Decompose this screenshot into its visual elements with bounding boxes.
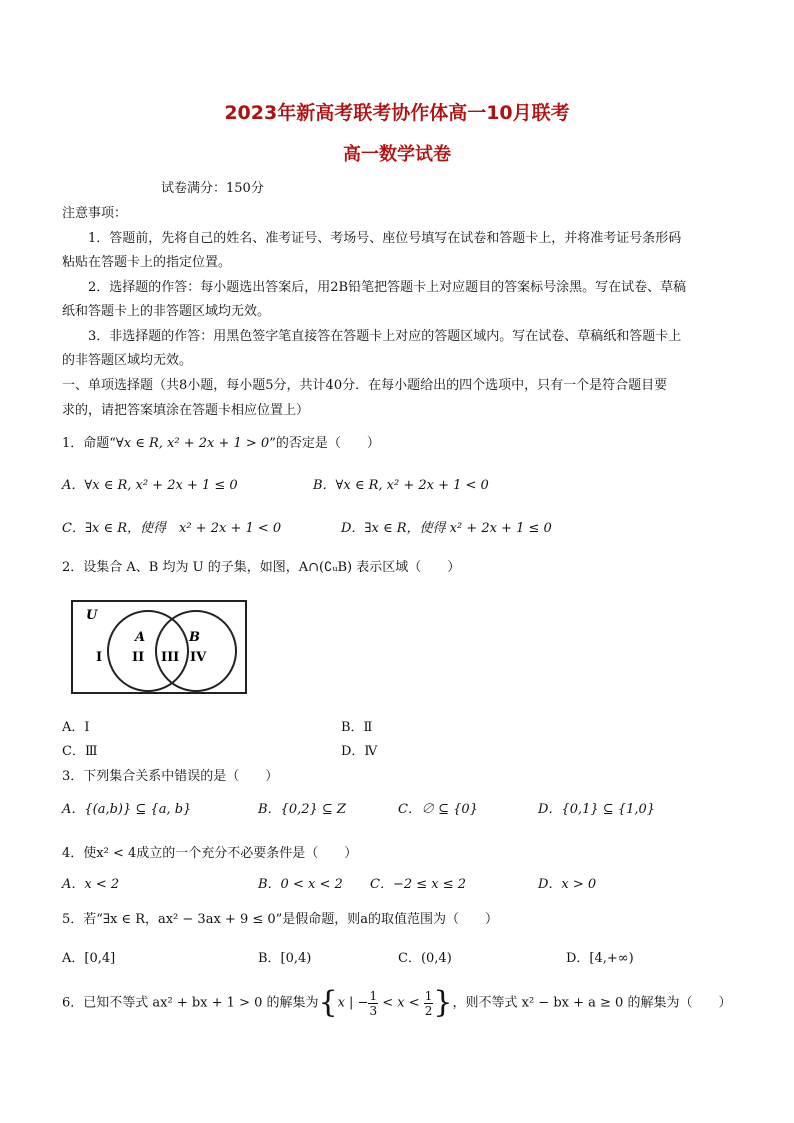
question-1-suffix: ”的否定是（ ） (269, 436, 380, 451)
question-3-option-d: D．{0,1} ⊆ {1,0} (538, 802, 656, 817)
notice-item-3-line-2: 的非答题区域均无效。 (62, 353, 193, 368)
question-4-option-d: D．x > 0 (538, 877, 597, 892)
question-1-math: ∀x ∈ R, x² + 2x + 1 > 0 (115, 436, 270, 451)
label-u: U (86, 608, 98, 623)
section-1-line-1: 一、单项选择题（共8小题，每小题5分，共计40分．在每小题给出的四个选项中，只有一个是符合题目要 (62, 378, 668, 393)
region-3-label: III (161, 650, 180, 665)
question-3-option-b: B．{0,2} ⊆ Z (258, 802, 346, 817)
fraction-one-half (424, 989, 434, 1018)
region-1-label: I (96, 650, 103, 665)
question-1-stem (62, 432, 380, 451)
notice-heading: 注意事项： (62, 206, 128, 221)
notice-item-2-line-1: 2．选择题的作答：每小题选出答案后，用2B铅笔把答题卡上对应题目的答案标号涂黑。写在试卷、草稿 (88, 280, 687, 295)
question-1-option-a: A．∀x ∈ R, x² + 2x + 1 ≤ 0 (62, 478, 238, 493)
exam-title: 2023年新高考联考协作体高一10月联考 (224, 102, 570, 124)
label-b: B (189, 630, 200, 645)
question-3-option-a: A．{(a,b)} ⊆ {a, b} (62, 802, 192, 817)
question-6-stem (62, 985, 732, 1020)
question-5-option-d: D．[4,+∞) (566, 951, 634, 966)
label-a: A (135, 630, 146, 645)
question-5-option-b: B．[0,4) (258, 951, 312, 966)
region-4-label: IV (190, 650, 207, 665)
venn-diagram (66, 593, 250, 699)
question-5-option-a: A．[0,4] (62, 951, 116, 966)
question-2-stem: 2．设集合 A、B 均为 U 的子集，如图，A∩(∁ᵤB) 表示区域（ ） (62, 560, 461, 575)
universal-set-box (72, 601, 246, 693)
set-close-brace: } (433, 985, 453, 1020)
exam-subtitle: 高一数学试卷 (343, 144, 451, 165)
fraction-2-denominator: 2 (424, 1003, 433, 1018)
question-6-set-left: x | − (337, 995, 369, 1011)
question-1-option-c: C．∃x ∈ R，使得 x² + 2x + 1 < 0 (62, 521, 282, 536)
question-2-option-d: D．Ⅳ (341, 744, 378, 759)
question-6-set-mid: < x < (378, 995, 424, 1011)
full-score: 试卷满分：150分 (161, 181, 264, 196)
section-1-line-2: 求的，请把答案填涂在答题卡相应位置上） (62, 403, 310, 418)
notice-item-2-line-2: 纸和答题卡上的非答题区域均无效。 (62, 304, 271, 319)
fraction-2-numerator: 1 (424, 988, 433, 1003)
question-4-stem: 4．使x² < 4成立的一个充分不必要条件是（ ） (62, 846, 358, 861)
question-5-option-c: C．(0,4) (398, 951, 452, 966)
fraction-one-third (368, 989, 378, 1018)
region-2-label: II (132, 650, 145, 665)
fraction-1-denominator: 3 (369, 1003, 378, 1018)
question-1-option-b: B．∀x ∈ R, x² + 2x + 1 < 0 (313, 478, 489, 493)
question-4-option-a: A．x < 2 (62, 877, 120, 892)
question-1-prefix: 1．命题“ (62, 436, 116, 451)
notice-item-3-line-1: 3．非选择题的作答：用黑色签字笔直接答在答题卡上对应的答题区域内。写在试卷、草稿纸和答题卡上 (88, 329, 682, 344)
set-open-brace: { (318, 985, 338, 1020)
fraction-1-numerator: 1 (369, 988, 378, 1003)
question-4-option-c: C．−2 ≤ x ≤ 2 (370, 877, 467, 892)
question-1-option-d: D．∃x ∈ R，使得 x² + 2x + 1 ≤ 0 (341, 521, 552, 536)
notice-item-1-line-1: 1．答题前，先将自己的姓名、准考证号、考场号、座位号填写在试卷和答题卡上，并将准考证号条形码 (88, 231, 682, 246)
question-3-stem: 3．下列集合关系中错误的是（ ） (62, 769, 279, 784)
question-3-option-c: C．∅ ⊆ {0} (398, 802, 478, 817)
question-2-option-b: B．Ⅱ (341, 720, 373, 735)
question-6-suffix: ，则不等式 x² − bx + a ≥ 0 的解集为（ ） (452, 995, 732, 1011)
question-6-prefix: 6．已知不等式 ax² + bx + 1 > 0 的解集为 (62, 995, 319, 1011)
question-2-option-c: C．Ⅲ (62, 744, 98, 759)
notice-item-1-line-2: 粘贴在答题卡上的指定位置。 (62, 255, 232, 270)
question-5-stem: 5．若“∃x ∈ R，ax² − 3ax + 9 ≤ 0”是假命题，则a的取值范围为（ ） (62, 912, 499, 927)
question-4-option-b: B．0 < x < 2 (258, 877, 343, 892)
question-2-option-a: A．Ⅰ (62, 720, 90, 735)
